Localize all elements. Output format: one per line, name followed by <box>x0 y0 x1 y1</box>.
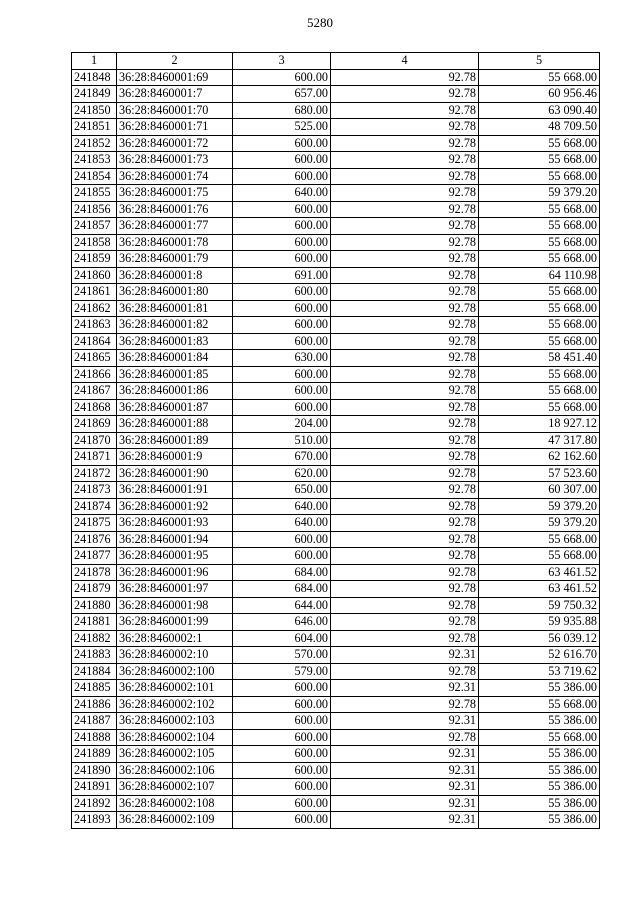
column-header: 3 <box>233 53 331 70</box>
table-cell: 92.78 <box>331 201 479 218</box>
table-cell: 55 668.00 <box>479 366 600 383</box>
table-cell: 55 668.00 <box>479 548 600 565</box>
table-row <box>72 251 600 268</box>
table-cell: 64 110.98 <box>479 267 600 284</box>
table-cell: 92.78 <box>331 218 479 235</box>
table-cell: 55 668.00 <box>479 152 600 169</box>
table-cell: 36:28:8460001:92 <box>117 498 233 515</box>
table-cell: 92.78 <box>331 614 479 631</box>
table-cell: 600.00 <box>233 531 331 548</box>
table-cell: 680.00 <box>233 102 331 119</box>
table-cell: 241866 <box>72 366 117 383</box>
table-row <box>72 597 600 614</box>
table-cell: 55 668.00 <box>479 383 600 400</box>
table-cell: 600.00 <box>233 218 331 235</box>
column-header: 1 <box>72 53 117 70</box>
table-row <box>72 333 600 350</box>
table-cell: 36:28:8460002:102 <box>117 696 233 713</box>
table-cell: 92.31 <box>331 713 479 730</box>
table-cell: 63 090.40 <box>479 102 600 119</box>
table-cell: 55 668.00 <box>479 69 600 86</box>
table-cell: 36:28:8460001:76 <box>117 201 233 218</box>
table-row <box>72 630 600 647</box>
table-cell: 36:28:8460001:74 <box>117 168 233 185</box>
table-cell: 630.00 <box>233 350 331 367</box>
table-cell: 92.78 <box>331 102 479 119</box>
table-row <box>72 267 600 284</box>
table-cell: 36:28:8460001:9 <box>117 449 233 466</box>
table-row <box>72 482 600 499</box>
table-cell: 36:28:8460001:8 <box>117 267 233 284</box>
table-cell: 57 523.60 <box>479 465 600 482</box>
table-cell: 600.00 <box>233 201 331 218</box>
table-cell: 55 668.00 <box>479 531 600 548</box>
table-cell: 36:28:8460001:83 <box>117 333 233 350</box>
table-row <box>72 284 600 301</box>
table-cell: 36:28:8460001:69 <box>117 69 233 86</box>
table-cell: 600.00 <box>233 399 331 416</box>
table-cell: 36:28:8460001:73 <box>117 152 233 169</box>
header-row <box>72 53 600 70</box>
table-cell: 92.78 <box>331 333 479 350</box>
table-cell: 36:28:8460001:80 <box>117 284 233 301</box>
table-cell: 600.00 <box>233 69 331 86</box>
table-cell: 92.78 <box>331 317 479 334</box>
table-cell: 36:28:8460002:108 <box>117 795 233 812</box>
table-cell: 36:28:8460002:106 <box>117 762 233 779</box>
table-cell: 36:28:8460001:75 <box>117 185 233 202</box>
table-row <box>72 680 600 697</box>
table-cell: 92.31 <box>331 762 479 779</box>
table-cell: 640.00 <box>233 498 331 515</box>
table-cell: 691.00 <box>233 267 331 284</box>
table-cell: 241885 <box>72 680 117 697</box>
table-cell: 600.00 <box>233 251 331 268</box>
table-row <box>72 498 600 515</box>
table-cell: 36:28:8460001:81 <box>117 300 233 317</box>
table-cell: 59 379.20 <box>479 515 600 532</box>
table-cell: 55 668.00 <box>479 729 600 746</box>
table-cell: 600.00 <box>233 680 331 697</box>
table-cell: 48 709.50 <box>479 119 600 136</box>
table-cell: 241863 <box>72 317 117 334</box>
table-cell: 241851 <box>72 119 117 136</box>
table-row <box>72 102 600 119</box>
table-cell: 92.78 <box>331 135 479 152</box>
table-cell: 55 668.00 <box>479 696 600 713</box>
table-row <box>72 729 600 746</box>
table-cell: 600.00 <box>233 729 331 746</box>
table-cell: 241869 <box>72 416 117 433</box>
table-cell: 36:28:8460002:105 <box>117 746 233 763</box>
table-cell: 241875 <box>72 515 117 532</box>
table-cell: 36:28:8460001:90 <box>117 465 233 482</box>
table-cell: 92.78 <box>331 498 479 515</box>
table-row <box>72 812 600 829</box>
table-cell: 60 307.00 <box>479 482 600 499</box>
table-cell: 92.78 <box>331 581 479 598</box>
table-cell: 55 668.00 <box>479 317 600 334</box>
table-cell: 36:28:8460001:91 <box>117 482 233 499</box>
table-cell: 241856 <box>72 201 117 218</box>
table-cell: 36:28:8460001:7 <box>117 86 233 103</box>
table-cell: 241850 <box>72 102 117 119</box>
table-cell: 36:28:8460001:98 <box>117 597 233 614</box>
table-cell: 646.00 <box>233 614 331 631</box>
table-cell: 241891 <box>72 779 117 796</box>
table-cell: 204.00 <box>233 416 331 433</box>
table-cell: 92.78 <box>331 449 479 466</box>
table-cell: 241848 <box>72 69 117 86</box>
table-cell: 92.78 <box>331 251 479 268</box>
table-cell: 36:28:8460001:70 <box>117 102 233 119</box>
table-cell: 600.00 <box>233 135 331 152</box>
table-cell: 241854 <box>72 168 117 185</box>
table-cell: 60 956.46 <box>479 86 600 103</box>
table-cell: 52 616.70 <box>479 647 600 664</box>
table-cell: 644.00 <box>233 597 331 614</box>
table-cell: 241861 <box>72 284 117 301</box>
table-cell: 600.00 <box>233 696 331 713</box>
table-cell: 55 668.00 <box>479 218 600 235</box>
table-row <box>72 548 600 565</box>
table-cell: 650.00 <box>233 482 331 499</box>
table-cell: 600.00 <box>233 812 331 829</box>
table-cell: 36:28:8460001:94 <box>117 531 233 548</box>
table-cell: 55 386.00 <box>479 812 600 829</box>
table-cell: 241871 <box>72 449 117 466</box>
table-row <box>72 531 600 548</box>
table-cell: 600.00 <box>233 762 331 779</box>
table-cell: 36:28:8460001:93 <box>117 515 233 532</box>
table-cell: 525.00 <box>233 119 331 136</box>
table-row <box>72 119 600 136</box>
table-row <box>72 614 600 631</box>
table-cell: 241880 <box>72 597 117 614</box>
table-cell: 59 379.20 <box>479 498 600 515</box>
table-cell: 510.00 <box>233 432 331 449</box>
table-cell: 600.00 <box>233 284 331 301</box>
table-cell: 600.00 <box>233 779 331 796</box>
table-cell: 92.78 <box>331 696 479 713</box>
table-cell: 36:28:8460001:79 <box>117 251 233 268</box>
table-row <box>72 168 600 185</box>
table-cell: 55 668.00 <box>479 201 600 218</box>
column-header: 2 <box>117 53 233 70</box>
table-cell: 55 386.00 <box>479 746 600 763</box>
table-cell: 92.78 <box>331 284 479 301</box>
table-cell: 92.31 <box>331 680 479 697</box>
table-cell: 241882 <box>72 630 117 647</box>
table-cell: 600.00 <box>233 795 331 812</box>
table-cell: 241873 <box>72 482 117 499</box>
table-cell: 241858 <box>72 234 117 251</box>
table-cell: 55 668.00 <box>479 284 600 301</box>
table-cell: 241870 <box>72 432 117 449</box>
table-cell: 92.78 <box>331 383 479 400</box>
table-cell: 640.00 <box>233 185 331 202</box>
table-cell: 63 461.52 <box>479 564 600 581</box>
table-cell: 36:28:8460001:99 <box>117 614 233 631</box>
table-row <box>72 86 600 103</box>
table-cell: 241877 <box>72 548 117 565</box>
table-cell: 36:28:8460002:109 <box>117 812 233 829</box>
table-cell: 36:28:8460001:82 <box>117 317 233 334</box>
table-row <box>72 663 600 680</box>
table-cell: 600.00 <box>233 548 331 565</box>
table-cell: 600.00 <box>233 333 331 350</box>
table-cell: 241889 <box>72 746 117 763</box>
table-cell: 657.00 <box>233 86 331 103</box>
table-cell: 92.78 <box>331 168 479 185</box>
table-cell: 55 668.00 <box>479 135 600 152</box>
table-cell: 600.00 <box>233 746 331 763</box>
table-cell: 600.00 <box>233 317 331 334</box>
table-cell: 92.78 <box>331 86 479 103</box>
table-cell: 241893 <box>72 812 117 829</box>
table-cell: 36:28:8460002:107 <box>117 779 233 796</box>
table-cell: 241881 <box>72 614 117 631</box>
table-cell: 55 386.00 <box>479 779 600 796</box>
table-cell: 241886 <box>72 696 117 713</box>
table-cell: 241878 <box>72 564 117 581</box>
table-cell: 36:28:8460001:89 <box>117 432 233 449</box>
table-cell: 241874 <box>72 498 117 515</box>
table-cell: 241860 <box>72 267 117 284</box>
table-row <box>72 69 600 86</box>
table-cell: 55 386.00 <box>479 795 600 812</box>
data-table <box>71 52 600 829</box>
table-cell: 92.78 <box>331 152 479 169</box>
table-cell: 36:28:8460002:10 <box>117 647 233 664</box>
table-cell: 59 750.32 <box>479 597 600 614</box>
table-cell: 600.00 <box>233 168 331 185</box>
table-cell: 59 935.88 <box>479 614 600 631</box>
table-cell: 600.00 <box>233 383 331 400</box>
table-cell: 92.78 <box>331 663 479 680</box>
table-cell: 36:28:8460001:97 <box>117 581 233 598</box>
table-cell: 241859 <box>72 251 117 268</box>
table-cell: 55 668.00 <box>479 300 600 317</box>
table-cell: 241879 <box>72 581 117 598</box>
table-cell: 58 451.40 <box>479 350 600 367</box>
column-header: 4 <box>331 53 479 70</box>
table-row <box>72 746 600 763</box>
table-row <box>72 135 600 152</box>
table-cell: 600.00 <box>233 713 331 730</box>
table-cell: 570.00 <box>233 647 331 664</box>
table-cell: 241868 <box>72 399 117 416</box>
table-cell: 59 379.20 <box>479 185 600 202</box>
table-cell: 241867 <box>72 383 117 400</box>
table-cell: 92.31 <box>331 812 479 829</box>
table-cell: 600.00 <box>233 366 331 383</box>
table-cell: 55 386.00 <box>479 680 600 697</box>
table-row <box>72 399 600 416</box>
table-cell: 92.78 <box>331 300 479 317</box>
table-row <box>72 185 600 202</box>
table-cell: 684.00 <box>233 581 331 598</box>
table-row <box>72 317 600 334</box>
table-cell: 241865 <box>72 350 117 367</box>
table-row <box>72 581 600 598</box>
table-cell: 241849 <box>72 86 117 103</box>
table-cell: 36:28:8460001:72 <box>117 135 233 152</box>
table-cell: 92.78 <box>331 234 479 251</box>
table-body <box>72 69 600 828</box>
table-cell: 241864 <box>72 333 117 350</box>
table-cell: 36:28:8460001:85 <box>117 366 233 383</box>
table-cell: 684.00 <box>233 564 331 581</box>
table-row <box>72 383 600 400</box>
table-row <box>72 449 600 466</box>
table-cell: 92.31 <box>331 795 479 812</box>
table-row <box>72 713 600 730</box>
table-cell: 36:28:8460001:78 <box>117 234 233 251</box>
table-cell: 640.00 <box>233 515 331 532</box>
table-row <box>72 515 600 532</box>
table-cell: 241853 <box>72 152 117 169</box>
table-cell: 36:28:8460001:71 <box>117 119 233 136</box>
table-cell: 92.78 <box>331 548 479 565</box>
table-row <box>72 300 600 317</box>
table-row <box>72 366 600 383</box>
table-row <box>72 779 600 796</box>
table-row <box>72 795 600 812</box>
table-row <box>72 696 600 713</box>
table-cell: 92.78 <box>331 185 479 202</box>
table-cell: 92.78 <box>331 350 479 367</box>
table-cell: 92.78 <box>331 482 479 499</box>
table-row <box>72 350 600 367</box>
table-cell: 55 668.00 <box>479 168 600 185</box>
table-row <box>72 416 600 433</box>
table-cell: 241883 <box>72 647 117 664</box>
table-cell: 241887 <box>72 713 117 730</box>
table-row <box>72 465 600 482</box>
table-cell: 579.00 <box>233 663 331 680</box>
table-cell: 670.00 <box>233 449 331 466</box>
table-cell: 47 317.80 <box>479 432 600 449</box>
table-cell: 92.78 <box>331 515 479 532</box>
table-cell: 36:28:8460001:88 <box>117 416 233 433</box>
table-cell: 92.78 <box>331 119 479 136</box>
table-cell: 241855 <box>72 185 117 202</box>
table-cell: 55 668.00 <box>479 234 600 251</box>
table-cell: 241890 <box>72 762 117 779</box>
table-cell: 92.78 <box>331 630 479 647</box>
table-cell: 92.78 <box>331 69 479 86</box>
table-row <box>72 432 600 449</box>
table-cell: 241888 <box>72 729 117 746</box>
table-cell: 604.00 <box>233 630 331 647</box>
page-number: 5280 <box>307 15 333 30</box>
table-cell: 92.78 <box>331 416 479 433</box>
table-cell: 241862 <box>72 300 117 317</box>
table-cell: 92.78 <box>331 366 479 383</box>
table-cell: 55 386.00 <box>479 762 600 779</box>
table-cell: 241872 <box>72 465 117 482</box>
table-cell: 92.78 <box>331 465 479 482</box>
table-cell: 55 668.00 <box>479 399 600 416</box>
table-cell: 92.78 <box>331 399 479 416</box>
table-cell: 92.31 <box>331 647 479 664</box>
table-cell: 92.78 <box>331 432 479 449</box>
table-cell: 241857 <box>72 218 117 235</box>
table-cell: 55 668.00 <box>479 333 600 350</box>
table-cell: 92.31 <box>331 779 479 796</box>
table-cell: 92.78 <box>331 531 479 548</box>
table-cell: 92.78 <box>331 267 479 284</box>
table-cell: 36:28:8460002:1 <box>117 630 233 647</box>
table-cell: 36:28:8460002:100 <box>117 663 233 680</box>
table-cell: 36:28:8460001:95 <box>117 548 233 565</box>
table-cell: 36:28:8460001:84 <box>117 350 233 367</box>
column-header: 5 <box>479 53 600 70</box>
table-row <box>72 201 600 218</box>
table-cell: 36:28:8460001:87 <box>117 399 233 416</box>
table-cell: 36:28:8460001:86 <box>117 383 233 400</box>
table-cell: 18 927.12 <box>479 416 600 433</box>
table-cell: 600.00 <box>233 234 331 251</box>
table-cell: 36:28:8460001:77 <box>117 218 233 235</box>
table-cell: 600.00 <box>233 300 331 317</box>
table-row <box>72 564 600 581</box>
table-cell: 241884 <box>72 663 117 680</box>
table-cell: 241876 <box>72 531 117 548</box>
table-cell: 36:28:8460002:103 <box>117 713 233 730</box>
table-cell: 241892 <box>72 795 117 812</box>
table-cell: 36:28:8460002:104 <box>117 729 233 746</box>
table-cell: 53 719.62 <box>479 663 600 680</box>
table-cell: 241852 <box>72 135 117 152</box>
table-cell: 36:28:8460002:101 <box>117 680 233 697</box>
table-row <box>72 234 600 251</box>
table-cell: 92.78 <box>331 597 479 614</box>
table-cell: 36:28:8460001:96 <box>117 564 233 581</box>
table-cell: 92.78 <box>331 564 479 581</box>
table-row <box>72 218 600 235</box>
table-row <box>72 152 600 169</box>
table-cell: 55 668.00 <box>479 251 600 268</box>
table-cell: 600.00 <box>233 152 331 169</box>
table-row <box>72 647 600 664</box>
table-cell: 92.78 <box>331 729 479 746</box>
table-row <box>72 762 600 779</box>
table-cell: 620.00 <box>233 465 331 482</box>
table-cell: 55 386.00 <box>479 713 600 730</box>
table-cell: 92.31 <box>331 746 479 763</box>
table-cell: 62 162.60 <box>479 449 600 466</box>
table-cell: 56 039.12 <box>479 630 600 647</box>
table-cell: 63 461.52 <box>479 581 600 598</box>
